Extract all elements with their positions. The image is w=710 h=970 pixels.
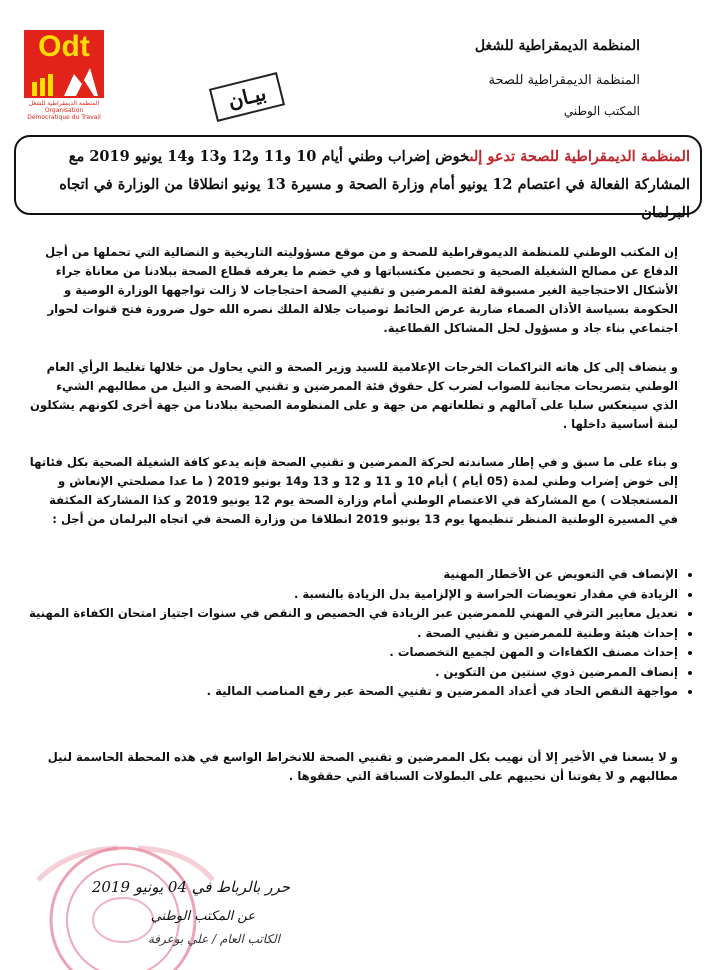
- paragraph-3: و بناء على ما سبق و في إطار مساندته لحركة الممرضين و تقنيي الصحة فإنه يدعو كافة الشغيلة الصحية بكل فئاتها إلى خوض إضراب وطني لمدة (05 أيام ) أيام 10 و 11 و 12 و 13 و14 يونيو 2019 ( ما عدا مصلحتي الإنعاش و المستعجلات ) مع المشاركة في الاعتصام الوطني أمام وزارة الصحة يوم 12 يونيو 2019 و كذا المشاركة المكثفة في المسيرة الوطنية المنظر تنظيمها يوم 13 يونيو 2019 انطلاقا من وزارة الصحة في اتجاه البرلمان من أجل :: [29, 455, 678, 526]
- list-item: • تعديل معايير الترقي المهني للممرضين عبر الزيادة في الحصيص و النقص في سنوات اجتياز امتحان الكفاءة المهنية: [28, 604, 678, 624]
- paragraph-2: و ينضاف إلى كل هاته التراكمات الخرجات الإعلامية للسيد وزير الصحة و التي يحاول من خلالها تغليط الرأي العام الوطني بتصريحات مجانبة للصواب لضرب كل حقوق فئة الممرضين و تقنيي الصحة و النيل من مطالبهم الشيء الذي سينعكس سلبا على آمالهم و تطلعاتهم من جهة و على المنظومة الصحية ببلادنا من جهة أخرى لكونهم يشكلون لبنة أساسية داخلها .: [30, 360, 678, 431]
- union-name: المنظمة الديمقراطية للصحة: [488, 73, 640, 88]
- list-item: • إحداث هيئة وطنية للممرضين و تقنيي الصحة .: [28, 624, 678, 644]
- list-item: • إنصاف الممرضين ذوي سنتين من التكوين .: [28, 663, 678, 683]
- paragraph-1: إن المكتب الوطني للمنظمة الديموقراطية للصحة و من موقع مسؤوليته التاريخية و النضالية التي تحملها من أجل الدفاع عن مصالح الشغيلة الصحية و تحصين مكتسباتها و في خضم ما يعرفه قطاع الصحة ببلادنا من معاناة جراء الأشكال الاحتجاجية الغير مسبوقة لفئة الممرضين و تقنيي الصحة احتجاجات لا زالت تواجهها الوزارة الوصية و الحكومة بسياسة الأذان الصماء ضاربة عرض الحائط توصيات جلالة الملك نصره الله حول ضرورة فتح قنوات لحوار اجتماعي بناء جاد و مسؤول لحل المشاكل القطاعية.: [45, 245, 678, 335]
- logo-caption-ar: المنظمة الديمقراطية للشغل: [28, 100, 100, 107]
- title-line-2: المشاركة الفعالة في اعتصام 12 يونيو أمام وزارة الصحة و مسيرة 13 يونيو انطلاقا من الوزارة في اتجاه البرلمان: [59, 176, 690, 221]
- list-item: • مواجهة النقص الحاد في أعداد الممرضين و تقنيي الصحة عبر رفع المناصب المالية .: [28, 682, 678, 702]
- org-name: المنظمة الديمقراطية للشغل: [474, 38, 640, 54]
- list-item: • إحداث مصنف الكفاءات و المهن لجميع التخصصات .: [28, 643, 678, 663]
- signature-secretary: الكاتب العام / علي بوعرفة: [147, 932, 280, 946]
- list-item: • الزيادة في مقدار تعويضات الحراسة و الإلزامية بدل الزيادة بالنسبة .: [28, 585, 678, 605]
- title-red-part: المنظمة الديمقراطية للصحة تدعو إلى: [469, 148, 690, 165]
- statement-stamp: بيـان: [209, 72, 285, 122]
- office-name: المكتب الوطني: [563, 104, 640, 118]
- paragraph-4: و لا يسعنا في الأخير إلا أن نهيب بكل الممرضين و تقنيي الصحة للانخراط الواسع في هذه المحطة الحاسمة لنيل مطالبهم و لا يفوتنا أن نحييهم على البطولات السباقة التي حققوها .: [47, 750, 678, 783]
- logo-brand-text: Odt: [38, 30, 90, 63]
- signature-office: عن المكتب الوطني: [150, 909, 255, 924]
- odt-logo: [24, 30, 104, 121]
- title-box: [14, 135, 702, 221]
- logo-caption-fr: Organisation Démocratique du Travail: [27, 107, 101, 121]
- demands-list: [28, 565, 700, 702]
- title-rest: خوض إضراب وطني أيام 10 و11 و12 و13 و14 يونيو 2019 مع: [68, 148, 470, 165]
- signature-date: حرر بالرباط في 04 يونيو 2019: [91, 878, 290, 896]
- list-item: • الإنصاف في التعويض عن الأخطار المهنية: [28, 565, 678, 585]
- title-line-1: [26, 143, 690, 171]
- logo-bars-icon: [24, 60, 104, 98]
